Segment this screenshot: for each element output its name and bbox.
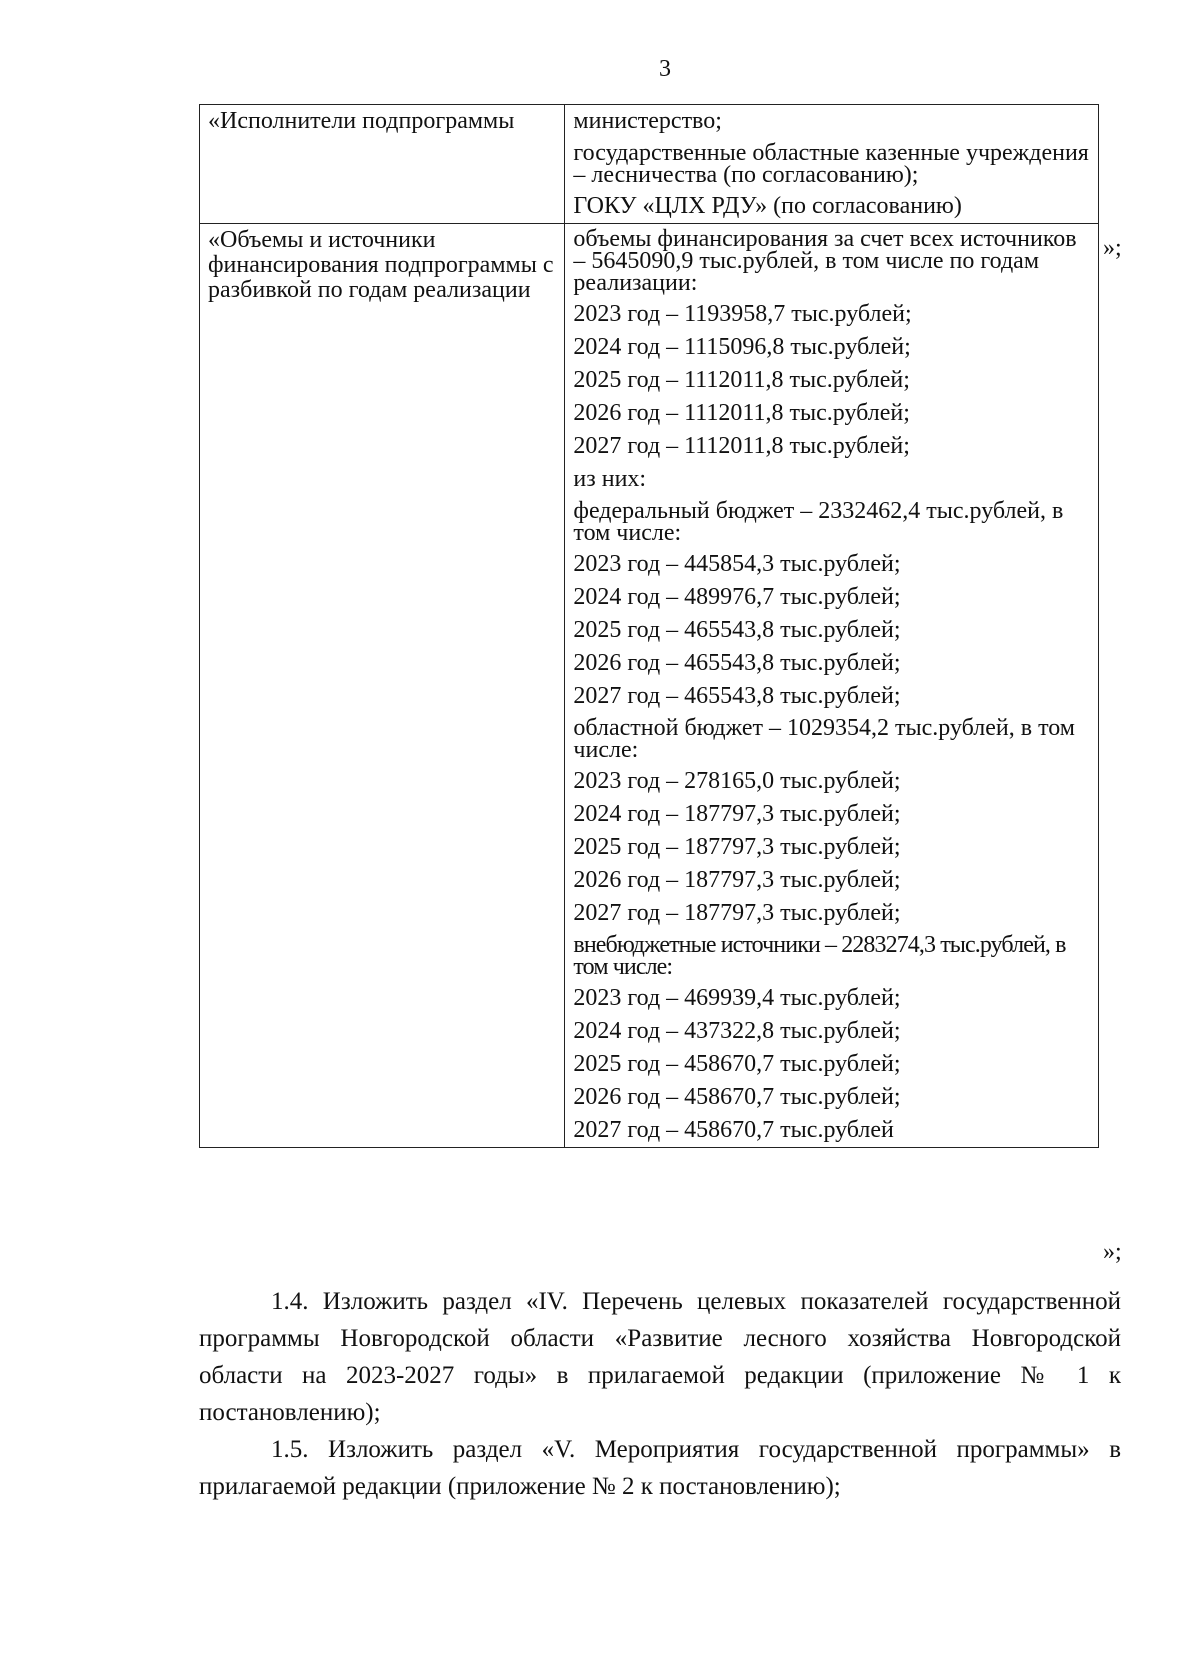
financing-value-cell [565,224,1099,1148]
financing-line: областной бюджет – 1029354,2 тыс.рублей, в том числе: [573,715,1075,763]
executor-line: ГОКУ «ЦЛХ РДУ» (по согласованию) [573,193,962,219]
financing-label-cell [200,224,565,1148]
financing-line: 2027 год – 465543,8 тыс.рублей; [573,683,901,709]
executors-value-cell [565,105,1099,224]
financing-line: 2023 год – 445854,3 тыс.рублей; [573,551,901,577]
financing-line: 2024 год – 1115096,8 тыс.рублей; [573,334,911,360]
financing-line: 2023 год – 278165,0 тыс.рублей; [573,768,901,794]
table-row-executors [200,105,1099,224]
financing-line: из них: [573,466,647,492]
financing-label: «Объемы и источники финансирования подпрограммы с разбивкой по годам реализации [208,227,554,303]
financing-line: 2027 год – 1112011,8 тыс.рублей; [573,433,910,459]
financing-line: внебюджетные источники – 2283274,3 тыс.рублей, в том числе: [573,932,1066,980]
paragraph-1-5 [199,1431,1121,1505]
subprogram-passport-table [199,104,1099,1148]
financing-line: 2027 год – 187797,3 тыс.рублей; [573,900,901,926]
financing-line: 2025 год – 465543,8 тыс.рублей; [573,617,901,643]
financing-line: 2024 год – 437322,8 тыс.рублей; [573,1018,901,1044]
executors-label-cell [200,105,565,224]
paragraph-1-5-text: 1.5. Изложить раздел «V. Мероприятия государственной программы» в прилагаемой редакции (приложение № 2 к постановлению); [199,1436,1121,1500]
financing-line: 2024 год – 489976,7 тыс.рублей; [573,584,901,610]
financing-line: 2027 год – 458670,7 тыс.рублей [573,1117,894,1143]
financing-line: 2023 год – 1193958,7 тыс.рублей; [573,301,912,327]
table-row-financing [200,224,1099,1148]
financing-line: 2026 год – 1112011,8 тыс.рублей; [573,400,910,426]
financing-line: 2026 год – 458670,7 тыс.рублей; [573,1084,901,1110]
closing-quote-executors: »; [1103,235,1122,261]
paragraph-1-4-text: 1.4. Изложить раздел «IV. Перечень целевых показателей государственной программы Новгородской области «Развитие лесного хозяйства Новгородской области на 2023-2027 годы» в прилагаемой редакции (приложение № 1 к постановлению); [199,1288,1121,1426]
financing-line: 2023 год – 469939,4 тыс.рублей; [573,985,901,1011]
financing-line: 2025 год – 187797,3 тыс.рублей; [573,834,901,860]
executor-line: государственные областные казенные учреждения – лесничества (по согласованию); [573,140,1089,188]
executors-label: «Исполнители подпрограммы [208,108,515,134]
financing-line: 2025 год – 1112011,8 тыс.рублей; [573,367,910,393]
closing-quote-financing: »; [1103,1239,1122,1265]
financing-line: 2025 год – 458670,7 тыс.рублей; [573,1051,901,1077]
financing-line: 2026 год – 187797,3 тыс.рублей; [573,867,901,893]
paragraph-1-4 [199,1283,1121,1431]
page-number: 3 [659,56,671,82]
executor-line: министерство; [573,108,722,134]
financing-line: объемы финансирования за счет всех источников – 5645090,9 тыс.рублей, в том числе по годам реализации: [573,226,1077,296]
financing-line: федеральный бюджет – 2332462,4 тыс.рублей, в том числе: [573,498,1064,546]
financing-line: 2024 год – 187797,3 тыс.рублей; [573,801,901,827]
financing-line: 2026 год – 465543,8 тыс.рублей; [573,650,901,676]
